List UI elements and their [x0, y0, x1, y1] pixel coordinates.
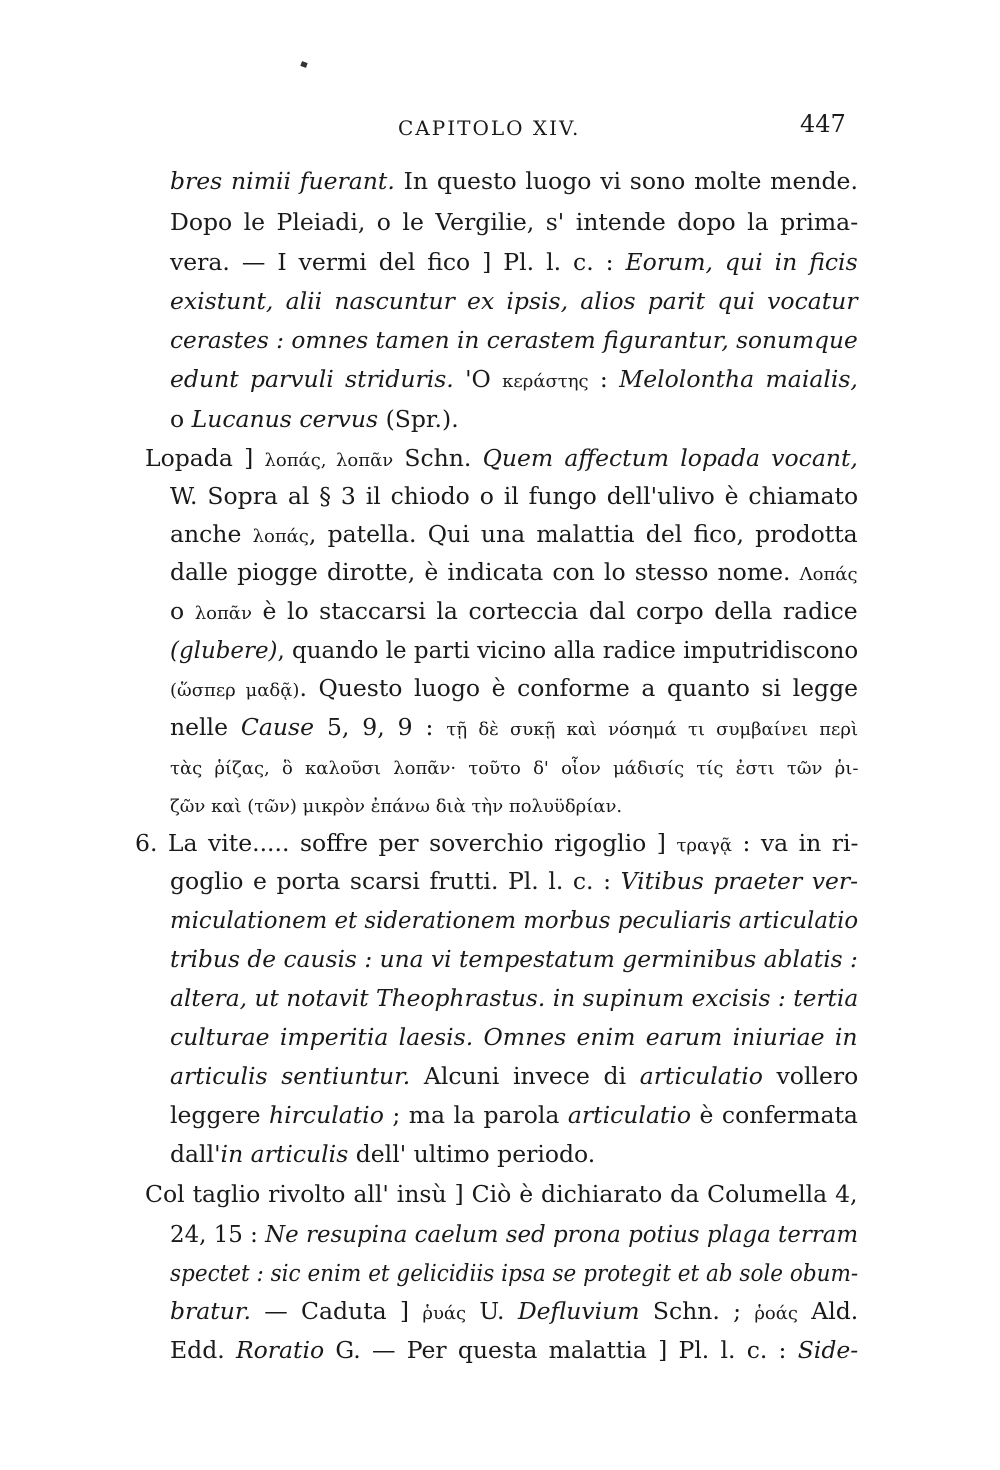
- page-header: [0, 110, 1000, 150]
- italic-text: edunt parvuli striduris.: [170, 365, 454, 393]
- text-line: [170, 247, 858, 277]
- italic-text: Roratio: [235, 1336, 325, 1364]
- italic-text: miculationem et siderationem morbus peculiaris articulatio: [170, 906, 859, 934]
- greek-text: κεράστης: [502, 371, 589, 392]
- text-segment: Lopada ]: [145, 444, 265, 472]
- italic-text: Eorum, qui in ficis: [625, 248, 858, 276]
- italic-text: in articulis: [220, 1140, 349, 1168]
- text-line: [170, 905, 858, 935]
- text-segment: dell' ultimo periodo.: [348, 1140, 596, 1168]
- text-line: [170, 596, 858, 626]
- text-line: [170, 404, 459, 434]
- italic-text: articulatio: [567, 1101, 692, 1129]
- text-line: [170, 519, 858, 549]
- greek-text: λοπάς, λοπᾶν: [264, 450, 394, 471]
- text-line: [170, 983, 858, 1013]
- text-segment: goglio e porta scarsi frutti. Pl. l. c. :: [170, 867, 621, 895]
- text-segment: Schn. ;: [639, 1297, 755, 1325]
- text-line: [170, 325, 858, 355]
- italic-text: bres nimii fuerant.: [170, 167, 395, 195]
- text-segment: ; ma la parola: [383, 1101, 568, 1129]
- text-line: [170, 1335, 858, 1365]
- italic-text: tribus de causis : una vi tempestatum germinibus ablatis :: [170, 945, 858, 973]
- text-segment: 'Ο: [453, 365, 503, 393]
- greek-text: ζῶν καὶ (τῶν) μικρὸν ἐπάνω διὰ τὴν πολυϋδρίαν.: [170, 796, 623, 817]
- italic-text: Ne resupina caelum sed prona potius plaga terram: [265, 1220, 859, 1248]
- text-line: [170, 866, 858, 896]
- text-line: [170, 286, 858, 316]
- text-segment: — Caduta ]: [251, 1297, 423, 1325]
- text-segment: dall': [170, 1140, 221, 1168]
- text-segment: : va in ri-: [732, 829, 859, 857]
- greek-text: Λοπάς: [799, 564, 858, 585]
- text-segment: In questo luogo vi sono molte mende.: [394, 167, 858, 195]
- italic-text: Quem affectum lopada vocant,: [482, 444, 858, 472]
- text-segment: Col taglio rivolto all' insù ] Ciò è dichiarato da Columella 4,: [145, 1180, 858, 1208]
- italic-text: Defluvium: [517, 1297, 640, 1325]
- italic-text: Cause: [240, 713, 315, 741]
- text-line: [170, 1139, 595, 1169]
- text-line: [170, 1219, 858, 1249]
- greek-text: λοπάς: [252, 526, 309, 547]
- text-segment: W. Sopra al § 3 il chiodo o il fungo dell'ulivo è chiamato: [170, 482, 859, 510]
- text-line: [170, 364, 858, 394]
- text-segment: è lo staccarsi la corteccia dal corpo della radice: [251, 597, 858, 625]
- page-number: 447: [800, 110, 846, 138]
- greek-text: ῥοάς: [754, 1303, 798, 1324]
- greek-text: ῥυάς: [422, 1303, 467, 1324]
- text-segment: o: [170, 405, 192, 433]
- text-line: [170, 635, 858, 665]
- italic-text: (glubere): [170, 636, 278, 664]
- text-line: [170, 1022, 858, 1052]
- text-segment: G. — Per questa malattia ] Pl. l. c. :: [324, 1336, 798, 1364]
- text-line: [170, 1296, 858, 1326]
- text-line: [170, 207, 858, 237]
- text-line: [170, 751, 858, 781]
- text-segment: è confermata: [691, 1101, 858, 1129]
- text-line: [170, 673, 858, 703]
- text-segment: 5, 9, 9 :: [314, 713, 447, 741]
- text-segment: Ald.: [797, 1297, 859, 1325]
- text-line: [170, 557, 858, 587]
- text-line: [170, 1100, 858, 1130]
- text-segment: o: [170, 597, 195, 625]
- text-segment: Alcuni invece di: [410, 1062, 640, 1090]
- text-line: [170, 1061, 858, 1091]
- text-segment: , quando le parti vicino alla radice imputridiscono: [277, 636, 859, 664]
- italic-text: Side-: [797, 1336, 859, 1364]
- text-segment: Edd.: [170, 1336, 236, 1364]
- text-segment: 24, 15 :: [170, 1220, 266, 1248]
- greek-text: τῇ δὲ συκῇ καὶ νόσημά τι συμβαίνει περὶ: [446, 719, 859, 740]
- italic-text: hirculatio: [269, 1101, 384, 1129]
- text-segment: . Questo luogo è conforme a quanto si legge: [299, 674, 859, 702]
- italic-text: articulatio: [639, 1062, 763, 1090]
- text-segment: U.: [466, 1297, 518, 1325]
- text-line: [170, 1258, 858, 1288]
- text-segment: vera. — I vermi del fico ] Pl. l. c. :: [170, 248, 626, 276]
- text-line: [145, 443, 858, 473]
- ink-speck: [300, 61, 307, 68]
- greek-text: τὰς ῥίζας, ὃ καλοῦσι λοπᾶν· τοῦτο δ' οἷον μάδισίς τίς ἐστι τῶν ῥι-: [170, 758, 859, 779]
- text-segment: nelle: [170, 713, 241, 741]
- text-segment: 6. La vite..... soffre per soverchio rigoglio ]: [135, 829, 677, 857]
- greek-text: (ὥσπερ μαδᾷ): [170, 680, 300, 701]
- text-segment: leggere: [170, 1101, 270, 1129]
- italic-text: altera, ut notavit Theophrastus. in supinum excisis : tertia: [170, 984, 859, 1012]
- text-segment: anche: [170, 520, 253, 548]
- text-segment: (Spr.).: [378, 405, 459, 433]
- greek-text: τραγᾷ: [676, 835, 733, 856]
- italic-text: Lucanus cervus: [191, 405, 379, 433]
- text-segment: Schn.: [393, 444, 483, 472]
- italic-text: Vitibus praeter ver-: [620, 867, 859, 895]
- italic-text: spectet : sic enim et gelicidiis ipsa se protegit et ab sole obum-: [170, 1259, 859, 1287]
- italic-text: cerastes : omnes tamen in cerastem figurantur, sonumque: [170, 326, 858, 354]
- text-line: [135, 828, 858, 858]
- text-segment: :: [588, 365, 620, 393]
- text-segment: , patella. Qui una malattia del fico, prodotta: [308, 520, 858, 548]
- text-line: [170, 789, 622, 819]
- text-line: [170, 944, 858, 974]
- italic-text: culturae imperitia laesis. Omnes enim earum iniuriae in: [170, 1023, 858, 1051]
- italic-text: Melolontha maialis,: [619, 365, 858, 393]
- italic-text: articulis sentiuntur.: [170, 1062, 411, 1090]
- text-segment: Dopo le Pleiadi, o le Vergilie, s' intende dopo la prima-: [170, 208, 859, 236]
- text-segment: vollero: [762, 1062, 859, 1090]
- italic-text: bratur.: [170, 1297, 251, 1325]
- text-line: [170, 712, 858, 742]
- text-segment: dalle piogge dirotte, è indicata con lo stesso nome.: [170, 558, 800, 586]
- italic-text: existunt, alii nascuntur ex ipsis, alios parit qui vocatur: [170, 287, 858, 315]
- text-line: [170, 481, 858, 511]
- text-line: [170, 166, 858, 196]
- running-title: CAPITOLO XIV.: [398, 116, 581, 140]
- greek-text: λοπᾶν: [194, 603, 252, 624]
- text-line: [145, 1179, 858, 1209]
